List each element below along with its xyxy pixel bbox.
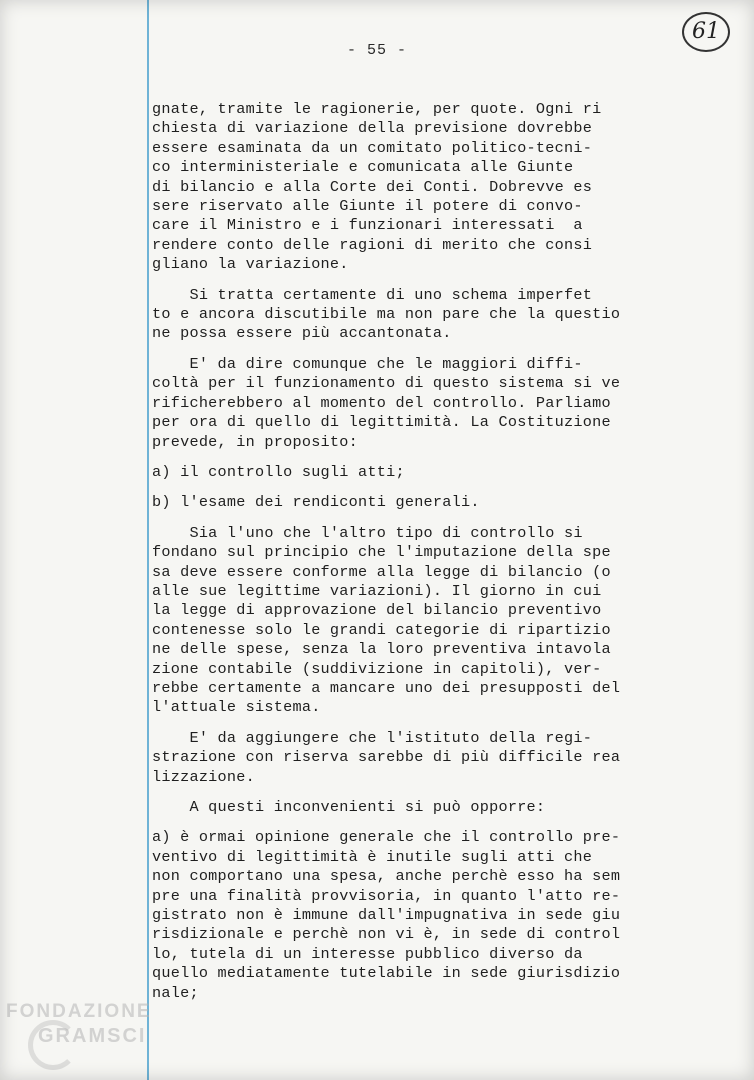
text-line: ventivo di legittimità è inutile sugli atti che	[152, 847, 593, 866]
text-line: rebbe certamente a mancare uno dei presupposti del	[152, 678, 621, 697]
text-line: essere esaminata da un comitato politico-tecni-	[152, 138, 593, 157]
text-line: Si tratta certamente di uno schema imperfet	[152, 285, 593, 304]
text-line: co interministeriale e comunicata alle Giunte	[152, 158, 574, 177]
text-line: rificherebbero al momento del controllo. Parliamo	[152, 393, 611, 412]
text-line: gnate, tramite le ragionerie, per quote. Ogni ri	[152, 100, 602, 118]
watermark-line-2: GRAMSCI	[38, 1025, 147, 1047]
text-line: b) l'esame dei rendiconti generali.	[152, 493, 480, 512]
text-line: strazione con riserva sarebbe di più difficile rea	[152, 748, 621, 767]
text-line: lo, tutela di un interesse pubblico diverso da	[152, 944, 583, 963]
paragraph	[152, 493, 622, 512]
text-line: gistrato non è immune dall'impugnativa in sede giu	[152, 906, 621, 925]
text-line: ne delle spese, senza la loro preventiva intavola	[152, 640, 611, 659]
paragraph	[152, 828, 622, 1003]
watermark	[6, 1000, 152, 1048]
text-line: pre una finalità provvisoria, in quanto l'atto re-	[152, 886, 621, 905]
text-line: to e ancora discutibile ma non pare che la questio	[152, 305, 621, 324]
text-line: di bilancio e alla Corte dei Conti. Dobrevve es	[152, 177, 593, 196]
text-line: chiesta di variazione della previsione dovrebbe	[152, 119, 593, 138]
text-line: coltà per il funzionamento di questo sistema si ve	[152, 374, 621, 393]
text-line: Sia l'uno che l'altro tipo di controllo si	[152, 523, 583, 542]
text-line: quello mediatamente tutelabile in sede giurisdizio	[152, 964, 621, 983]
text-line: l'attuale sistema.	[152, 698, 321, 717]
text-line: lizzazione.	[152, 767, 256, 786]
body-text	[152, 100, 622, 1014]
text-line: fondano sul principio che l'imputazione della spe	[152, 543, 611, 562]
paragraph	[152, 463, 622, 482]
text-line: la legge di approvazione del bilancio preventivo	[152, 601, 602, 620]
text-line: prevede, in proposito:	[152, 432, 359, 451]
text-line: alle sue legittime variazioni). Il giorno in cui	[152, 581, 602, 600]
text-line: a) il controllo sugli atti;	[152, 462, 405, 481]
archive-number-circled: 61	[682, 12, 730, 52]
page-number: - 55 -	[346, 42, 407, 59]
text-line: a) è ormai opinione generale che il controllo pre-	[152, 828, 621, 847]
text-line: per ora di quello di legittimità. La Costituzione	[152, 413, 611, 432]
text-line: gliano la variazione.	[152, 255, 349, 274]
text-line: rendere conto delle ragioni di merito che consi	[152, 235, 593, 254]
text-line: E' da aggiungere che l'istituto della regi-	[152, 728, 593, 747]
margin-rule	[147, 0, 149, 1080]
paragraph	[152, 355, 622, 452]
text-line: sere riservato alle Giunte il potere di convo-	[152, 197, 583, 216]
text-line: care il Ministro e i funzionari interessati a	[152, 216, 583, 235]
text-line: nale;	[152, 983, 199, 1002]
text-line: contenesse solo le grandi categorie di ripartizio	[152, 620, 611, 639]
text-line: A questi inconvenienti si può opporre:	[152, 798, 546, 816]
paragraph	[152, 286, 622, 344]
paragraph	[152, 729, 622, 787]
text-line: zione contabile (suddivizione in capitoli), ver-	[152, 659, 602, 678]
text-line: sa deve essere conforme alla legge di bilancio (o	[152, 562, 611, 581]
text-line: non comportano una spesa, anche perchè esso ha sem	[152, 867, 621, 886]
paragraph	[152, 100, 622, 275]
text-line: E' da dire comunque che le maggiori diffi-	[152, 354, 583, 373]
text-line: ne possa essere più accantonata.	[152, 324, 452, 343]
paragraph	[152, 524, 622, 718]
paragraph	[152, 798, 622, 817]
text-line: risdizionale e perchè non vi è, in sede di control	[152, 925, 621, 944]
watermark-line-1: FONDAZIONE	[6, 1001, 152, 1022]
